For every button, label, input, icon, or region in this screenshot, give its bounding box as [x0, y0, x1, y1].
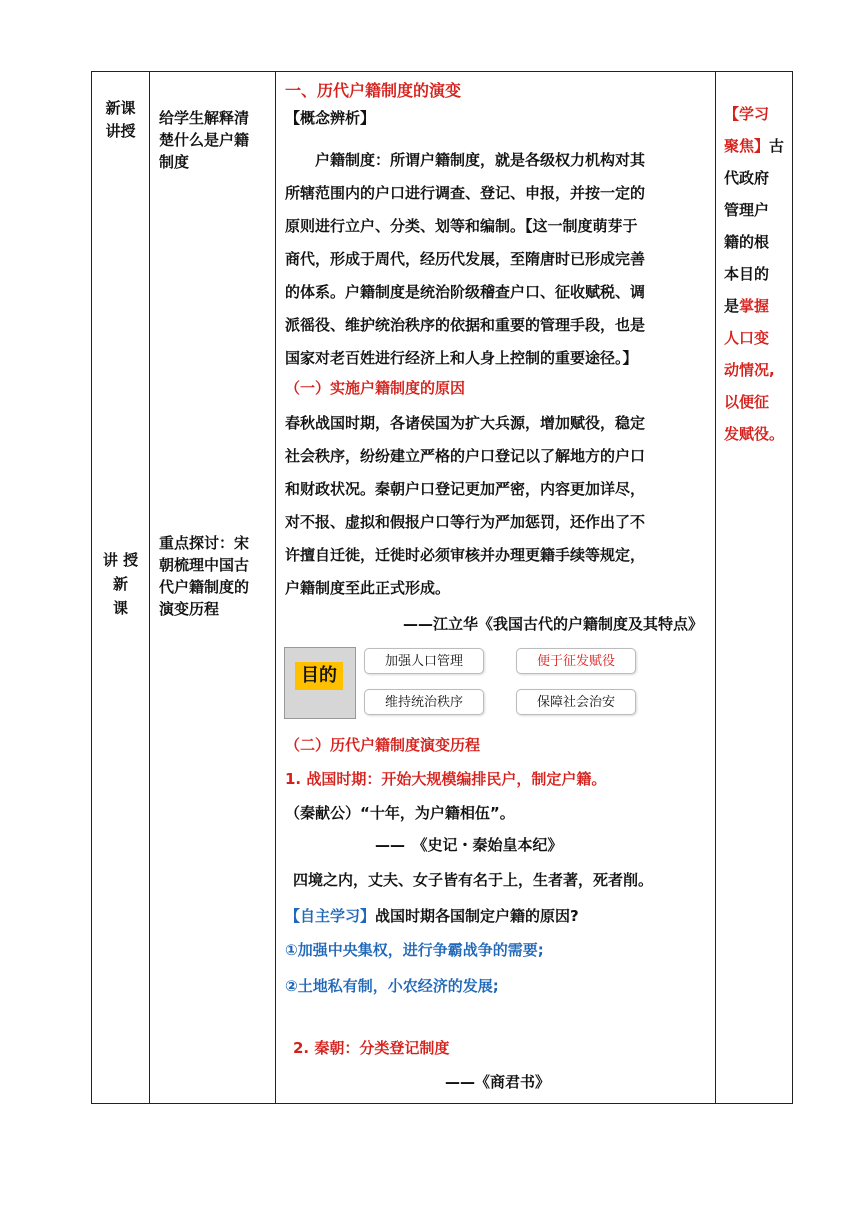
goal-item: 维持统治秩序	[364, 689, 484, 715]
note-line: 本目的	[724, 265, 770, 283]
note-line-red: 发赋役。	[724, 425, 785, 443]
note-line: 代户籍制度的	[159, 578, 250, 596]
text-line: 社会秩序，纷纷建立严格的户口登记以了解地方的户口	[285, 447, 646, 465]
goal-label: 目的	[295, 662, 343, 690]
text-line: 和财政状况。秦朝户口登记更加严密，内容更加详尽，	[285, 480, 646, 498]
stage-text: 新	[112, 575, 128, 593]
text-line: 对不报、虚拟和假报户口等行为严加惩罚，还作出了不	[285, 513, 646, 531]
text-line: 所辖范围内的户口进行调查、登记、申报，并按一定的	[285, 184, 646, 202]
text-line: 派徭役、维护统治秩序的依据和重要的管理手段，也是	[285, 316, 646, 334]
stage-text: 讲授	[105, 122, 136, 140]
focus-tag: 聚焦】	[724, 137, 770, 155]
source-citation: —— 《史记・秦始皇本纪》	[375, 836, 563, 854]
note-line: 代政府	[724, 169, 770, 187]
subheading-reasons: （一）实施户籍制度的原因	[285, 379, 466, 397]
concept-paragraph	[285, 144, 713, 375]
lesson-table	[91, 71, 793, 1104]
stage-text: 新课	[105, 99, 136, 117]
column-divider	[149, 72, 150, 1103]
note-line: 朝梳理中国古	[159, 556, 250, 574]
text-line: 许擅自迁徙，迁徙时必须审核并办理更籍手续等规定，	[285, 546, 646, 564]
source-citation: ——《商君书》	[445, 1073, 551, 1091]
text-line: 的体系。户籍制度是统治阶级稽查户口、征收赋税、调	[285, 283, 646, 301]
text-line: 户籍制度：所谓户籍制度，就是各级权力机构对其	[315, 151, 646, 169]
note-line-red: 掌握	[739, 297, 770, 315]
focus-tag: 【学习	[724, 105, 770, 123]
goal-item: 加强人口管理	[364, 648, 484, 674]
note-line: 楚什么是户籍	[159, 131, 250, 149]
stage-lecture	[92, 548, 149, 620]
note-line: 演变历程	[159, 600, 220, 618]
note-line: 籍的根	[724, 233, 770, 251]
stage-text: 讲 授	[102, 551, 139, 569]
self-study-tag: 【自主学习】	[285, 907, 376, 925]
note-line-red: 动情况,	[724, 361, 775, 379]
goal-item-highlight: 便于征发赋役	[516, 648, 636, 674]
teacher-note-explain	[159, 107, 267, 173]
stage-new-lesson	[92, 97, 149, 143]
quote-text: 四境之内，丈夫、女子皆有名于上，生者著，死者削。	[293, 871, 654, 889]
qin-dynasty-point: 2. 秦朝：分类登记制度	[293, 1039, 450, 1057]
answer-line: ②土地私有制，小农经济的发展;	[285, 977, 499, 995]
note-line: 给学生解释清	[159, 109, 250, 127]
column-divider	[715, 72, 716, 1103]
note-line-red: 以便征	[724, 393, 770, 411]
self-study-question: 战国时期各国制定户籍的原因?	[375, 907, 579, 925]
text-line: 户籍制度至此正式形成。	[285, 579, 451, 597]
text-line: 商代，形成于周代，经历代发展，至隋唐时已形成完善	[285, 250, 646, 268]
section-heading: 一、历代户籍制度的演变	[285, 81, 462, 100]
subheading-history: （二）历代户籍制度演变历程	[285, 736, 481, 754]
stage-text: 课	[112, 599, 128, 617]
note-line-red: 人口变	[724, 329, 770, 347]
note-line: 古	[769, 137, 785, 155]
warring-states-point: 1. 战国时期：开始大规模编排民户，制定户籍。	[285, 770, 607, 788]
note-line: 重点探讨：宋	[159, 534, 250, 552]
goal-diagram	[284, 647, 356, 719]
note-line: 是	[724, 297, 740, 315]
text-line: 原则进行立户、分类、划等和编制。【这一制度萌芽于	[285, 217, 638, 235]
note-line: 制度	[159, 153, 190, 171]
qin-quote: （秦献公）“十年，为户籍相伍”。	[285, 804, 515, 822]
self-study	[285, 905, 713, 926]
text-line: 春秋战国时期，各诸侯国为扩大兵源，增加赋役，稳定	[285, 414, 646, 432]
concept-tag: 【概念辨析】	[285, 109, 376, 127]
teacher-note-focus	[159, 532, 267, 620]
source-citation: ——江立华《我国古代的户籍制度及其特点》	[402, 615, 703, 633]
reasons-paragraph	[285, 407, 713, 605]
goal-item: 保障社会治安	[516, 689, 636, 715]
study-focus-note	[724, 98, 790, 450]
note-line: 管理户	[724, 201, 770, 219]
column-divider	[275, 72, 276, 1103]
answer-line: ①加强中央集权，进行争霸战争的需要;	[285, 941, 544, 959]
text-line: 国家对老百姓进行经济上和人身上控制的重要途径。】	[285, 349, 638, 367]
